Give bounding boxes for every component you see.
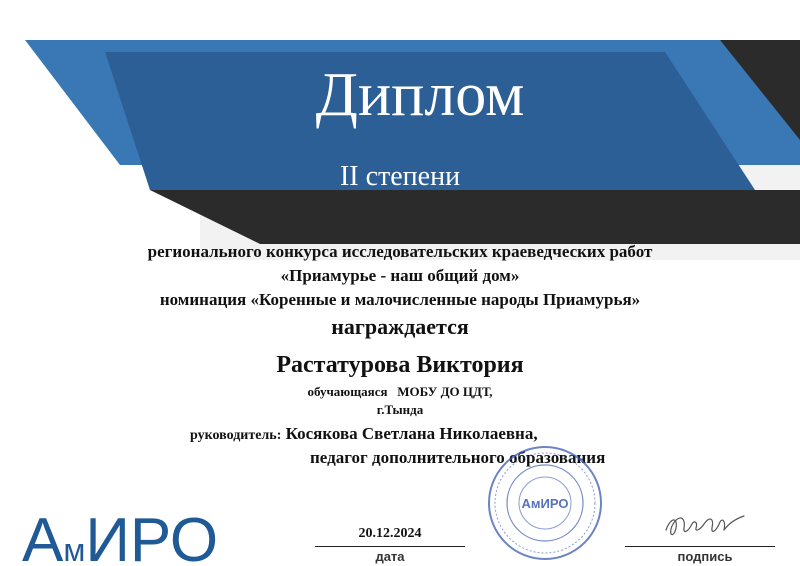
amiro-logo (22, 505, 262, 566)
organization-stamp (486, 444, 604, 562)
contest-title-line: «Приамурье - наш общий дом» (280, 266, 520, 285)
date-underline (315, 546, 465, 547)
supervisor-name: Косякова Светлана Николаевна, (285, 424, 538, 443)
handwritten-signature (660, 508, 750, 544)
supervisor-label: руководитель: (190, 428, 282, 443)
signature-caption: подпись (677, 549, 733, 564)
nomination-line: номинация «Коренные и малочисленные народы Приамурья» (159, 290, 641, 309)
supervisor-line (190, 424, 790, 446)
header-banner (0, 0, 800, 260)
signature-underline (625, 546, 775, 547)
banner-dark-stripe (150, 190, 800, 244)
date-caption: дата (375, 549, 405, 564)
logo-letters-iro: ИРО (85, 506, 219, 566)
stamp-center-text: АмИРО (521, 496, 569, 511)
recipient-city: г.Тында (376, 402, 424, 417)
diploma-degree: II степени (339, 161, 461, 192)
supervisor-position: педагог дополнительного образования (310, 448, 606, 467)
diploma-title: Диплом (315, 61, 525, 129)
logo-letter-a: А (22, 506, 64, 566)
award-date: 20.12.2024 (358, 526, 422, 541)
recipient-name: Растатурова Виктория (276, 352, 524, 378)
contest-name-line: регионального конкурса исследовательских краеведческих работ (147, 242, 653, 261)
awarded-label: награждается (331, 314, 469, 339)
recipient-status: обучающаяся МОБУ ДО ЦДТ, (307, 384, 493, 399)
logo-letter-m: м (63, 532, 86, 566)
